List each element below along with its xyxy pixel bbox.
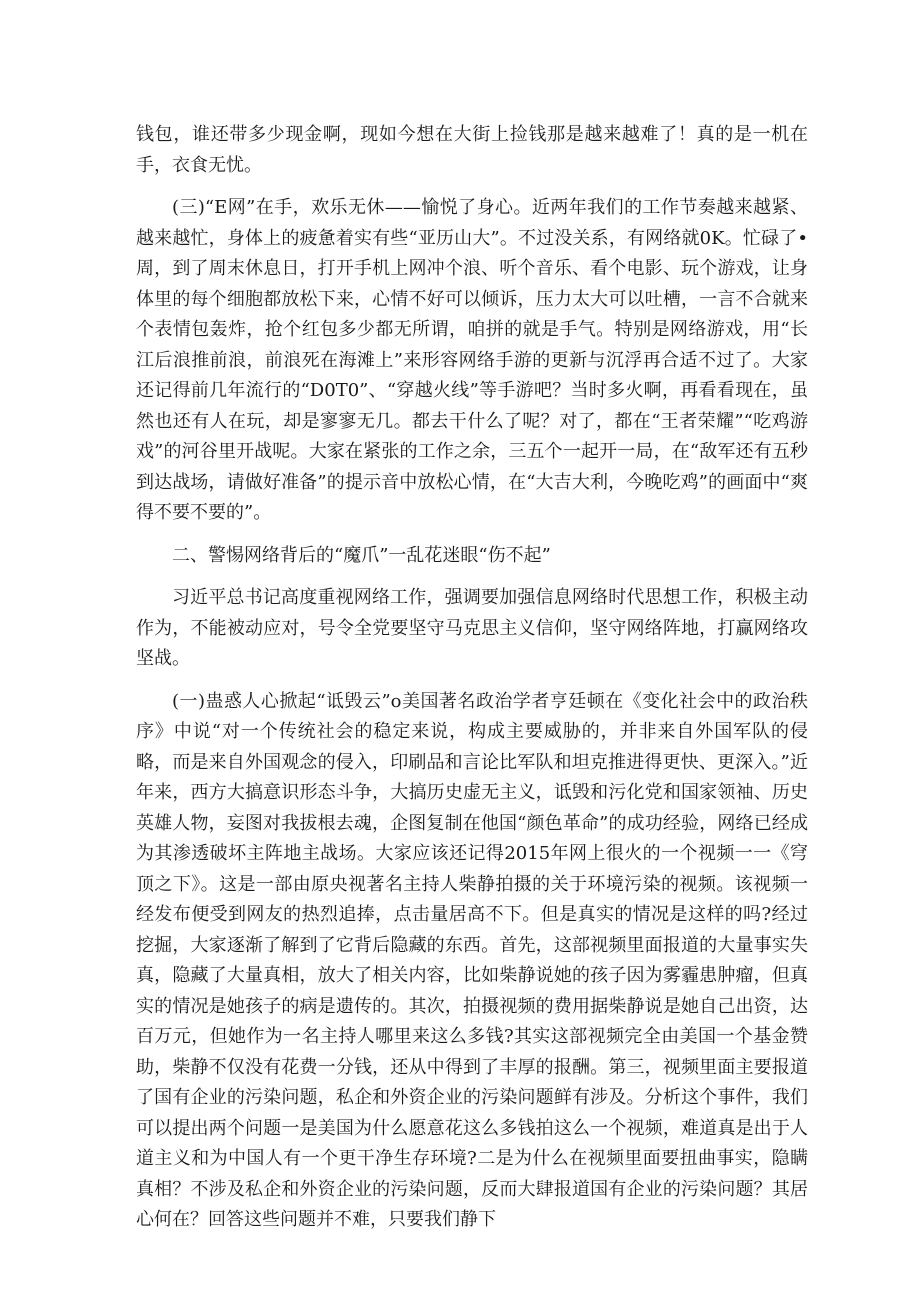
paragraph-section-three: (三)“E网”在手，欢乐无休——愉悦了身心。近两年我们的工作节奏越来越紧、越来越忙，身体上的疲惫着实有些“亚历山大”。不过没关系，有网络就0K。忙碌了•周，到了周末休息日，打开手机上网冲个浪、听个音乐、看个电影、玩个游戏，让身体里的每个细胞都放松下来，心情不好可以倾诉，压力太大可以吐槽，一言不合就来个表情包轰炸，抢个红包多少都无所谓，咱拼的就是手气。特别是网络游戏，用“长江后浪推前浪，前浪死在海滩上”来形容网络手游的更新与沉浮再合适不过了。大家还记得前几年流行的“D0T0”、“穿越火线”等手游吧？当时多火啊，再看看现在，虽然也还有人在玩，却是寥寥无几。都去干什么了呢？对了，都在“王者荣耀”“吃鸡游戏”的河谷里开战呢。大家在紧张的工作之余，三五个一起开一局，在“敌军还有五秒到达战场，请做好准备”的提示音中放松心情，在“大吉大利，今晚吃鸡”的画面中“爽得不要不要的”。 <box>136 197 808 523</box>
paragraph-intro: 习近平总书记高度重视网络工作，强调要加强信息网络时代思想工作，积极主动作为，不能被动应对，号令全党要坚守马克思主义信仰，坚守网络阵地，打赢网络攻坚战。 <box>136 587 808 669</box>
paragraph-continuation: 钱包，谁还带多少现金啊，现如今想在大街上捡钱那是越来越难了！真的是一机在手，衣食无忧。 <box>136 124 808 176</box>
section-heading-two: 二、警惕网络背后的“魔爪”一乱花迷眼“伤不起” <box>172 544 551 566</box>
paragraph-subsection-one: (一)蛊惑人心掀起“诋毁云”o美国著名政治学者亨廷顿在《变化社会中的政治秩序》中说“对一个传统社会的稳定来说，构成主要威胁的，并非来自外国军队的侵略，而是来自外国观念的侵入，印刷品和言论比军队和坦克推进得更快、更深入。”近年来，西方大搞意识形态斗争，大搞历史虚无主义，诋毁和污化党和国家领袖、历史英雄人物，妄图对我拔根去魂，企图复制在他国“颜色革命”的成功经验，网络已经成为其渗透破坏主阵地主战场。大家应该还记得2015年网上很火的一个视频一一《穹顶之下》。这是一部由原央视著名主持人柴静拍摄的关于环境污染的视频。该视频一经发布便受到网友的热烈追捧，点击量居高不下。但是真实的情况是这样的吗?经过挖掘，大家逐渐了解到了它背后隐藏的东西。首先，这部视频里面报道的大量事实失真，隐藏了大量真相，放大了相关内容，比如柴静说她的孩子因为雾霾患肿瘤，但真实的情况是她孩子的病是遗传的。其次，拍摄视频的费用据柴静说是她自己出资，达百万元，但她作为一名主持人哪里来这么多钱?其实这部视频完全由美国一个基金赞助，柴静不仅没有花费一分钱，还从中得到了丰厚的报酬。第三，视频里面主要报道了国有企业的污染问题，私企和外资企业的污染问题鲜有涉及。分析这个事件，我们可以提出两个问题一是美国为什么愿意花这么多钱拍这么一个视频，难道真是出于人道主义和为中国人有一个更干净生存环境?二是为什么在视频里面要扭曲事实，隐瞒真相？不涉及私企和外资企业的污染问题，反而大肆报道国有企业的污染问题？其居心何在？回答这些问题并不难，只要我们静下 <box>136 690 808 1230</box>
